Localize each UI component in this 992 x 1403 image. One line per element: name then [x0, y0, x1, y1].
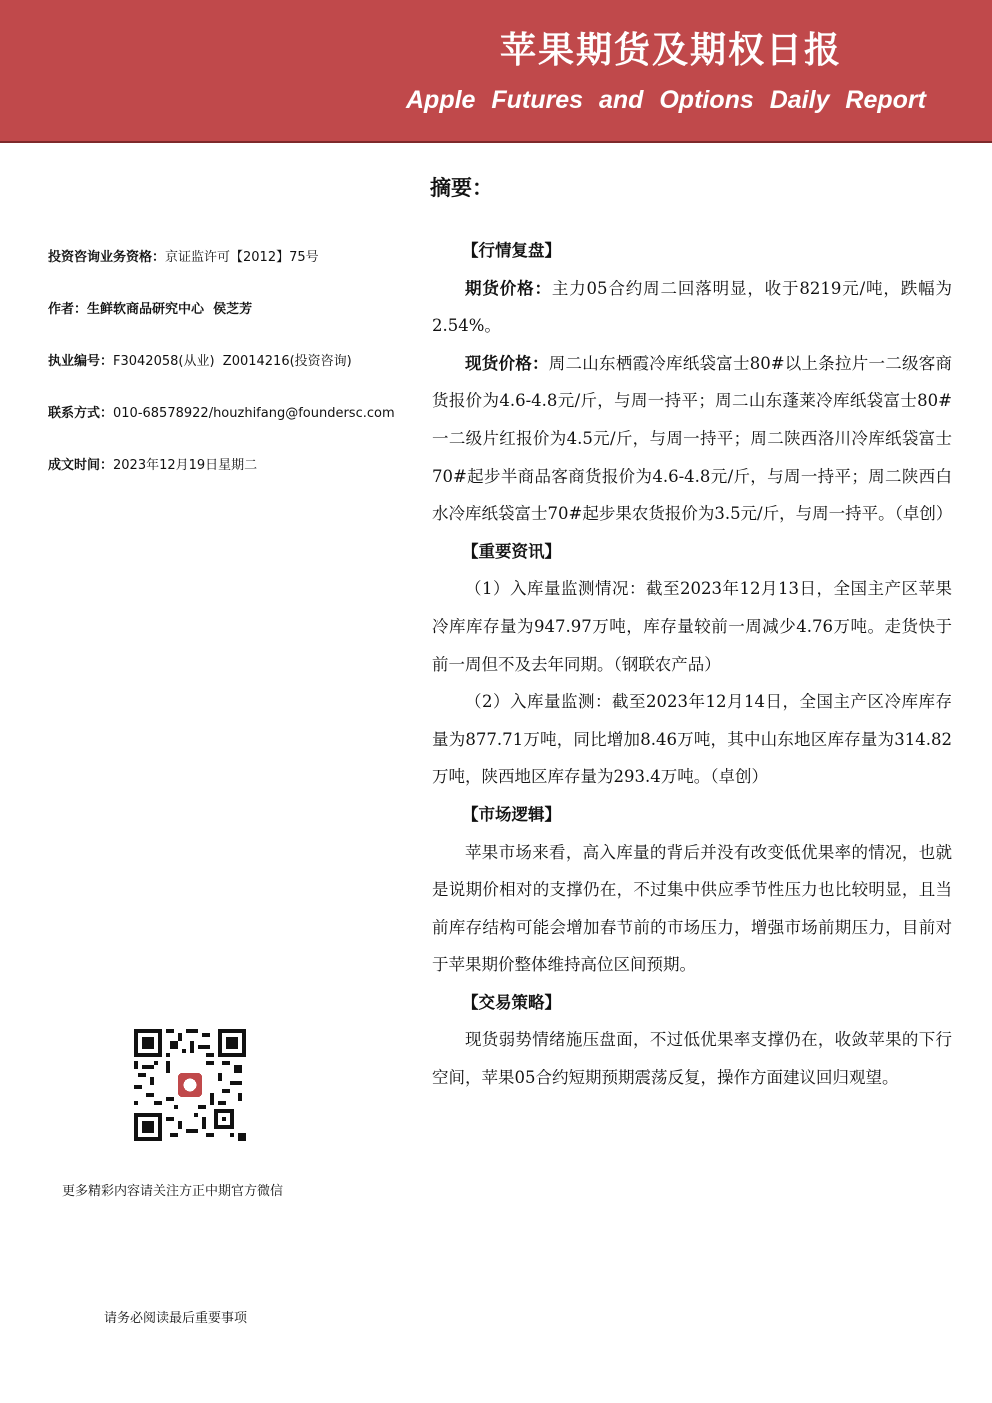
futures-price-text: 主力05合约周二回落明显，收于8219元/吨，跌幅为2.54%。	[432, 278, 953, 336]
summary-content	[432, 232, 952, 1097]
report-title-cn: 苹果期货及期权日报	[500, 30, 843, 71]
title-en-word: Options	[659, 86, 754, 114]
report-header	[0, 0, 992, 143]
report-title-en	[406, 86, 926, 115]
meta-qualification	[48, 246, 319, 265]
news-item: （2）入库量监测：截至2023年12月14日，全国主产区冷库库存量为877.71万吨，同比增加8.46万吨，其中山东地区库存量为314.82万吨，陕西地区库存量为293.4万吨。（卓创）	[432, 692, 952, 787]
title-en-word: Daily	[769, 86, 830, 114]
meta-label: 成文时间：	[48, 458, 114, 473]
spot-price-label: 现货价格：	[465, 353, 549, 373]
meta-label: 投资咨询业务资格：	[48, 250, 166, 265]
section-heading-news: 【重要资讯】	[462, 541, 561, 561]
section-heading-strategy: 【交易策略】	[462, 992, 561, 1012]
section-heading-market-review: 【行情复盘】	[462, 241, 561, 260]
meta-date	[48, 454, 257, 473]
title-en-word: and	[598, 86, 644, 114]
meta-value: F3042058(从业) Z0014216(投资咨询)	[113, 354, 352, 369]
market-logic-text: 苹果市场来看，高入库量的背后并没有改变低优果率的情况，也就是说期价相对的支撑仍在，不过集中供应季节性压力也比较明显，且当前库存结构可能会增加春节前的市场压力，增强市场前期压力，目前对于苹果期价整体维持高位区间预期。	[432, 842, 952, 975]
meta-value: 生鲜软商品研究中心 侯芝芳	[87, 302, 253, 317]
meta-value: 010-68578922/houzhifang@foundersc.com	[113, 406, 395, 421]
trading-strategy-text: 现货弱势情绪施压盘面，不过低优果率支撑仍在，收敛苹果的下行空间，苹果05合约短期预期震荡反复，操作方面建议回归观望。	[432, 1030, 952, 1088]
summary-title: 摘要：	[430, 176, 493, 200]
meta-label: 执业编号：	[48, 354, 114, 369]
meta-label: 联系方式：	[48, 406, 114, 421]
spot-price-paragraph	[432, 345, 952, 533]
meta-label: 作者：	[48, 302, 88, 317]
wechat-qr-code	[134, 1029, 246, 1141]
qr-caption: 更多精彩内容请关注方正中期官方微信	[62, 1184, 284, 1199]
futures-price-label: 期货价格：	[465, 278, 552, 298]
meta-license	[48, 350, 352, 369]
title-en-word: Apple	[406, 86, 476, 114]
spot-price-text: 周二山东栖霞冷库纸袋富士80#以上条拉片一二级客商货报价为4.6-4.8元/斤，与周一持平；周二山东蓬莱冷库纸袋富士80#一二级片红报价为4.5元/斤，与周一持平；周二陕西洛川冷库纸袋富士70#起步半商品客商货报价为4.6-4.8元/斤，与周一持平；周二陕西白水冷库纸袋富士70#起步果农货报价为3.5元/斤，与周一持平。（卓创）	[432, 353, 953, 524]
title-en-word: Futures	[491, 86, 584, 114]
meta-author	[48, 298, 252, 317]
meta-contact	[48, 402, 395, 421]
title-en-word: Report	[845, 86, 926, 114]
futures-price-paragraph	[432, 270, 952, 345]
news-item: （1）入库量监测情况：截至2023年12月13日，全国主产区苹果冷库库存量为947.97万吨，库存量较前一周减少4.76万吨。走货快于前一周但不及去年同期。（钢联农产品）	[432, 579, 952, 674]
footer-note: 请务必阅读最后重要事项	[104, 1311, 248, 1326]
meta-value: 京证监许可【2012】75号	[165, 250, 319, 265]
meta-value: 2023年12月19日星期二	[113, 458, 258, 473]
section-heading-logic: 【市场逻辑】	[462, 804, 561, 824]
